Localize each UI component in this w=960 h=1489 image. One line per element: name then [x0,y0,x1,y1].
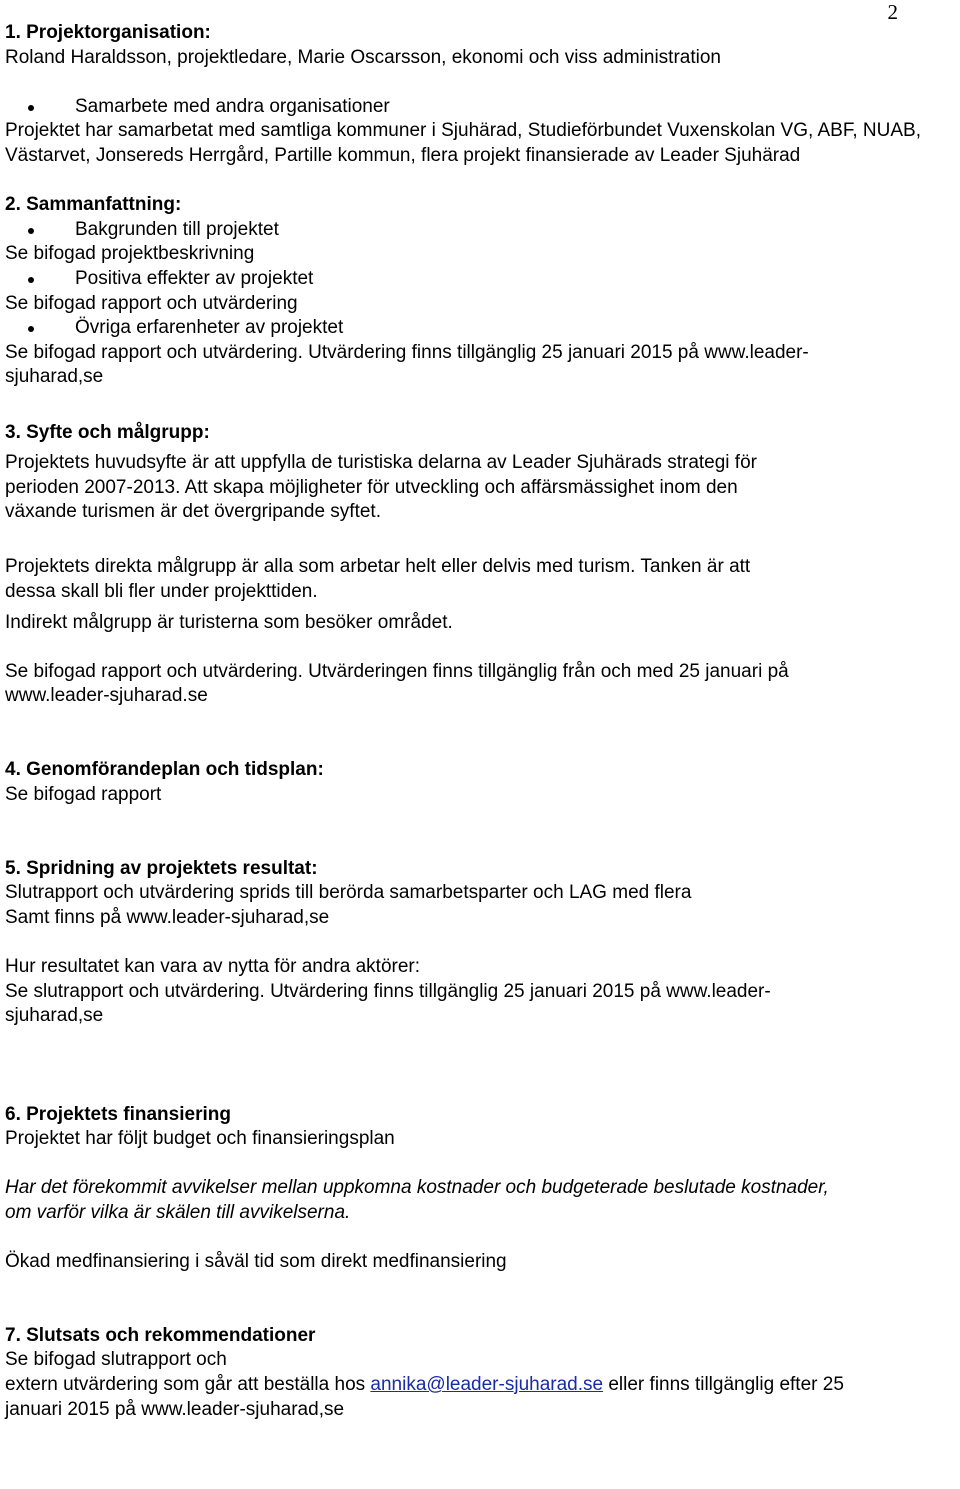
section-1-paragraph: Projektet har samarbetat med samtliga kommuner i Sjuhärad, Studieförbundet Vuxenskolan VG, ABF, NUAB, Västarvet, Jonsereds Herrgård, Partille kommun, flera projekt finansierade av Leader Sjuhärad [5,120,921,166]
bullet-item [5,316,960,341]
section-3-text: perioden 2007-2013. Att skapa möjligheter för utveckling och affärsmässighet inom den [5,476,738,498]
section-6-italic: Har det förekommit avvikelser mellan uppkomna kostnader och budgeterade beslutade kostnader, [5,1177,829,1199]
bullet-text: Samarbete med andra organisationer [75,95,390,117]
section-3-text: Indirekt målgrupp är turisterna som besöker området. [5,611,453,633]
section-5-heading: 5. Spridning av projektets resultat: [5,857,318,879]
section-5-text: Samt finns på www.leader-sjuharad,se [5,906,330,928]
section-3-text: www.leader-sjuharad.se [5,685,208,707]
bullet-icon [5,267,75,292]
section-7-text: januari 2015 på www.leader-sjuharad,se [5,1398,345,1420]
section-3-text: dessa skall bli fler under projekttiden. [5,581,318,603]
page-number: 2 [887,0,898,24]
bullet-item [5,218,960,243]
section-3-text: Projektets direkta målgrupp är alla som arbetar helt eller delvis med turism. Tanken är att [5,556,751,578]
section-3-heading: 3. Syfte och målgrupp: [5,421,210,443]
section-7-text-suffix: eller finns tillgänglig efter 25 [603,1374,844,1396]
section-3-text: Projektets huvudsyfte är att uppfylla de turistiska delarna av Leader Sjuhärads strategi för [5,452,757,474]
email-link[interactable]: annika@leader-sjuharad.se [370,1374,604,1396]
section-3-text: Se bifogad rapport och utvärdering. Utvärderingen finns tillgänglig från och med 25 januari på [5,660,789,682]
section-1-heading: 1. Projektorganisation: [5,22,211,43]
section-4-text: Se bifogad rapport [5,783,162,805]
bullet-icon [5,316,75,341]
section-6-text: Ökad medfinansiering i såväl tid som direkt medfinansiering [5,1251,507,1273]
document-body [5,21,960,1422]
section-2-text: sjuharad,se [5,366,104,388]
section-7-text [5,1373,960,1398]
bullet-icon [5,95,75,120]
section-7-text: Se bifogad slutrapport och [5,1349,227,1371]
bullet-text: Positiva effekter av projektet [75,267,314,289]
section-4-heading: 4. Genomförandeplan och tidsplan: [5,759,324,781]
section-5-text: Hur resultatet kan vara av nytta för andra aktörer: [5,955,421,977]
section-2-heading: 2. Sammanfattning: [5,194,182,216]
section-7-text-prefix: extern utvärdering som går att beställa hos [5,1374,371,1396]
section-3-text: växande turismen är det övergripande syftet. [5,501,381,523]
bullet-item [5,95,960,120]
section-6-text: Projektet har följt budget och finansieringsplan [5,1128,395,1150]
section-1-line: Roland Haraldsson, projektledare, Marie Oscarsson, ekonomi och viss administration [5,46,721,68]
bullet-icon [5,218,75,243]
section-6-heading: 6. Projektets finansiering [5,1103,231,1125]
section-6-italic: om varför vilka är skälen till avvikelserna. [5,1201,351,1223]
section-5-text: Slutrapport och utvärdering sprids till berörda samarbetsparter och LAG med flera [5,882,692,904]
section-5-text: sjuharad,se [5,1005,104,1027]
section-2-text: Se bifogad projektbeskrivning [5,243,255,265]
section-2-text: Se bifogad rapport och utvärdering. Utvärdering finns tillgänglig 25 januari 2015 på www.leader- [5,341,809,363]
section-5-text: Se slutrapport och utvärdering. Utvärdering finns tillgänglig 25 januari 2015 på www.leader- [5,980,771,1002]
section-7-heading: 7. Slutsats och rekommendationer [5,1324,316,1346]
bullet-text: Övriga erfarenheter av projektet [75,317,344,339]
bullet-item [5,267,960,292]
section-2-text: Se bifogad rapport och utvärdering [5,292,298,314]
bullet-text: Bakgrunden till projektet [75,218,279,240]
